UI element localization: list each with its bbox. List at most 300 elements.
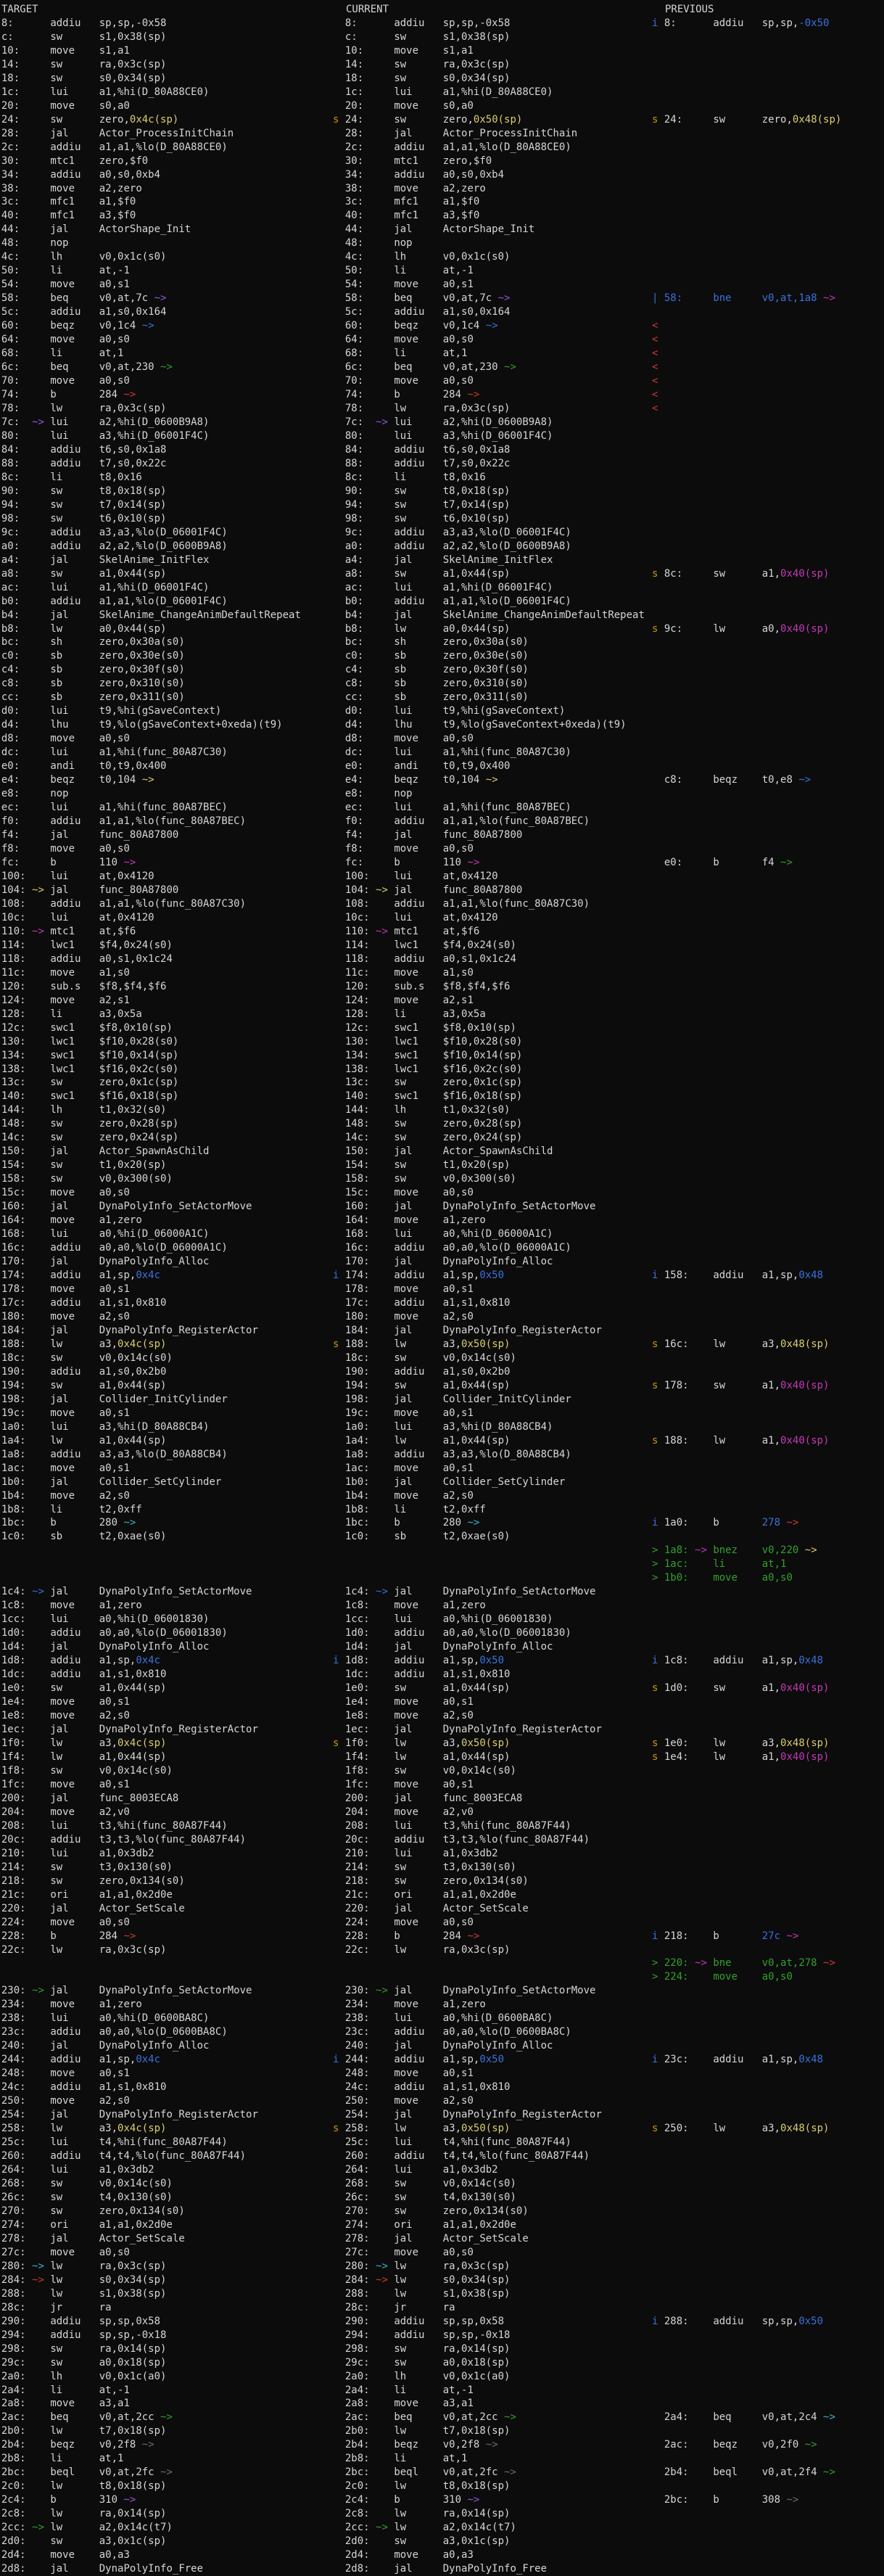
asm-line (652, 2342, 841, 2356)
asm-line: 2c4: b 310 ~> (1, 2494, 136, 2506)
asm-line: | 58: bne v0,at,1a8 ~> (652, 292, 835, 305)
asm-line (652, 884, 841, 897)
asm-line: c0: sb zero,0x30e(s0) (344, 650, 529, 662)
asm-line: 264: lui a1,0x3db2 (344, 2164, 498, 2176)
asm-line: 2d4: move a0,a3 (1, 2549, 130, 2561)
asm-line: 23c: addiu a0,a0,%lo(D_0600BA8C) (344, 2026, 571, 2038)
asm-line: 1e0: sw a1,0x44(sp) (344, 1682, 511, 1695)
asm-line (652, 1214, 841, 1227)
asm-line (652, 1916, 841, 1930)
asm-line (652, 704, 841, 718)
asm-line: s 188: lw a3,0x50(sp) (333, 1338, 511, 1350)
asm-line: 1e0: sw a1,0x44(sp) (1, 1682, 167, 1695)
asm-line (652, 718, 841, 732)
asm-line (652, 1241, 841, 1255)
asm-line (652, 141, 841, 155)
asm-line: 2c4: b 310 ~> (344, 2494, 480, 2506)
asm-line (652, 663, 841, 677)
asm-line (652, 760, 841, 773)
asm-line: i 8: addiu sp,sp,-0x50 (652, 17, 830, 29)
asm-line: 134: swc1 $f10,0x14(sp) (1, 1049, 179, 1061)
asm-line: 2d0: sw a3,0x1c(sp) (344, 2535, 511, 2548)
asm-line: 26c: sw t4,0x130(s0) (1, 2191, 173, 2203)
asm-line: 88: addiu t7,s0,0x22c (1, 457, 167, 469)
asm-line: c0: sb zero,0x30e(s0) (1, 650, 185, 662)
asm-line: 278: jal Actor_SetScale (1, 2232, 185, 2244)
asm-line: ac: lui a1,%hi(D_06001F4C) (1, 581, 210, 593)
asm-line (0, 1544, 301, 1557)
asm-line: 124: move a2,s1 (1, 994, 130, 1006)
asm-line (652, 952, 841, 966)
asm-line: 234: move a1,zero (344, 1999, 486, 2011)
asm-line: 54: move a0,s1 (1, 279, 130, 291)
asm-line (652, 236, 841, 250)
asm-line: 1dc: addiu a1,s1,0x810 (1, 1668, 167, 1681)
asm-line: 74: b 284 ~> (1, 389, 136, 401)
asm-line: 12c: swc1 $f8,0x10(sp) (344, 1021, 516, 1034)
asm-line: 110: ~> mtc1 at,$f6 (344, 925, 480, 937)
asm-line: 28c: jr ra (1, 2301, 112, 2313)
asm-line (652, 2232, 841, 2246)
asm-line: > 1b0: move a0,s0 (652, 1572, 793, 1584)
asm-line: > 220: ~> bne v0,at,278 ~> (652, 1957, 835, 1970)
asm-line (652, 2218, 841, 2232)
asm-line: 140: swc1 $f16,0x18(sp) (1, 1090, 179, 1103)
asm-line: d8: move a0,s0 (344, 733, 474, 745)
asm-line (652, 828, 841, 842)
asm-line (652, 842, 841, 856)
asm-line (652, 2163, 841, 2177)
asm-line: c8: beqz t0,e8 ~> (664, 774, 811, 786)
asm-line: 14c: sw zero,0x24(sp) (344, 1132, 523, 1144)
asm-line: 50: li at,-1 (1, 265, 130, 277)
asm-line: 4c: lh v0,0x1c(s0) (1, 251, 167, 263)
asm-line (652, 2191, 841, 2205)
asm-line (652, 635, 841, 649)
asm-line: f4: jal func_80A87800 (1, 829, 179, 841)
asm-line: 24: sw zero,0x4c(sp) (1, 113, 179, 125)
asm-line: dc: lui a1,%hi(func_80A87C30) (1, 746, 228, 759)
asm-line: 280: ~> lw ra,0x3c(sp) (344, 2260, 511, 2272)
asm-line: c4: sb zero,0x30f(s0) (1, 664, 185, 676)
asm-line (652, 2094, 841, 2108)
asm-line: 3c: mfc1 a1,$f0 (344, 196, 480, 208)
asm-line: 108: addiu a1,a1,%lo(func_80A87C30) (1, 897, 247, 910)
asm-line: 270: sw zero,0x134(s0) (1, 2205, 185, 2217)
asm-line: 220: jal Actor_SetScale (1, 1902, 185, 1914)
asm-line: 1f0: lw a3,0x4c(sp) (1, 1737, 167, 1749)
asm-line: 24c: addiu a1,s1,0x810 (344, 2081, 511, 2094)
asm-line: i 288: addiu sp,sp,0x50 (652, 2315, 824, 2327)
asm-line: 114: lwc1 $f4,0x24(s0) (344, 939, 516, 951)
target-column-header: TARGET (1, 4, 38, 15)
asm-line: 1b0: jal Collider_SetCylinder (344, 1476, 566, 1488)
asm-line: 1f4: lw a1,0x44(sp) (344, 1750, 511, 1763)
asm-line: 34: addiu a0,s0,0xb4 (344, 168, 505, 181)
asm-line: 90: sw t8,0x18(sp) (344, 485, 511, 497)
asm-line: 208: lui t3,%hi(func_80A87F44) (344, 1819, 571, 1832)
asm-line (652, 471, 841, 485)
asm-line (652, 2397, 841, 2411)
asm-line (652, 595, 841, 609)
asm-line (652, 911, 841, 925)
asm-line (652, 223, 841, 236)
asm-line: 29c: sw a0,0x18(sp) (1, 2356, 167, 2369)
asm-line (652, 2012, 841, 2025)
asm-line (652, 1723, 841, 1737)
asm-line: 25c: lui t4,%hi(func_80A87F44) (344, 2136, 571, 2149)
asm-line: s 1f0: lw a3,0x50(sp) (333, 1737, 511, 1749)
asm-line (652, 540, 841, 554)
asm-line (0, 1956, 301, 1970)
asm-line (652, 2067, 841, 2081)
asm-line: 188: lw a3,0x4c(sp) (1, 1338, 167, 1350)
asm-line: c8: sb zero,0x310(s0) (344, 678, 529, 690)
asm-line: s 250: lw a3,0x48(sp) (652, 2123, 830, 2135)
asm-line: 1a8: addiu a3,a3,%lo(D_80A88CB4) (344, 1448, 571, 1460)
asm-line: 230: ~> jal DynaPolyInfo_SetActorMove (344, 1985, 596, 1997)
asm-line: 2a0: lh v0,0x1c(a0) (1, 2370, 167, 2382)
asm-line (333, 1956, 645, 1970)
asm-line: 150: jal Actor_SpawnAsChild (344, 1145, 553, 1158)
asm-line (652, 1035, 841, 1049)
asm-line (652, 2452, 841, 2466)
asm-line (652, 2108, 841, 2122)
asm-line: 164: move a1,zero (1, 1214, 142, 1227)
asm-line: e4: beqz t0,104 ~> (1, 774, 154, 786)
asm-line: 17c: addiu a1,s1,0x810 (344, 1296, 511, 1309)
asm-line (652, 801, 841, 815)
asm-line: 68: li at,1 (344, 347, 468, 360)
asm-line: 200: jal func_8003ECA8 (344, 1792, 523, 1804)
asm-line: 200: jal func_8003ECA8 (1, 1792, 179, 1804)
asm-line: 110: ~> mtc1 at,$f6 (1, 925, 136, 937)
asm-line: 2c: addiu a1,a1,%lo(D_80A88CE0) (1, 141, 228, 153)
asm-line: 84: addiu t6,s0,0x1a8 (1, 443, 167, 456)
asm-line: 1bc: b 280 ~> (344, 1517, 480, 1529)
asm-line: 228: b 284 ~> (344, 1930, 480, 1942)
asm-line: 50: li at,-1 (344, 265, 474, 277)
asm-line: s 16c: lw a3,0x48(sp) (652, 1338, 830, 1350)
asm-line: b0: addiu a1,a1,%lo(D_06001F4C) (344, 595, 571, 607)
asm-line: 48: nop (1, 237, 99, 250)
asm-line: 134: swc1 $f10,0x14(sp) (344, 1049, 523, 1061)
asm-line (652, 1640, 841, 1654)
asm-line (652, 1448, 841, 1462)
asm-line: 3c: mfc1 a1,$f0 (1, 196, 136, 208)
asm-line: s 1e4: lw a1,0x40(sp) (652, 1750, 830, 1763)
asm-line: 198: jal Collider_InitCylinder (1, 1393, 228, 1405)
asm-line (652, 1021, 841, 1035)
asm-line (652, 1063, 841, 1077)
asm-line: cc: sb zero,0x311(s0) (344, 691, 529, 704)
asm-line: 28: jal Actor_ProcessInitChain (344, 127, 578, 139)
asm-line: 178: move a0,s1 (344, 1283, 474, 1296)
asm-line (652, 1365, 841, 1379)
asm-line: 40: mfc1 a3,$f0 (344, 210, 480, 222)
asm-line: ec: lui a1,%hi(func_80A87BEC) (1, 802, 228, 814)
asm-line: 64: move a0,s0 (344, 334, 474, 346)
asm-line: 250: move a2,s0 (344, 2095, 474, 2107)
asm-line (652, 1599, 841, 1613)
asm-line: > 1a8: ~> bnez v0,220 ~> (652, 1544, 817, 1557)
asm-line: 26c: sw t4,0x130(s0) (344, 2191, 516, 2203)
asm-line: s 24: sw zero,0x48(sp) (652, 113, 842, 125)
asm-line: 100: lui at,0x4120 (344, 870, 498, 882)
asm-line (652, 1008, 841, 1021)
asm-line: c: sw s1,0x38(sp) (1, 30, 167, 43)
asm-line: 254: jal DynaPolyInfo_RegisterActor (344, 2109, 602, 2121)
asm-line: 78: lw ra,0x3c(sp) (344, 403, 511, 415)
asm-line: 13c: sw zero,0x1c(sp) (1, 1077, 179, 1089)
asm-line: 248: move a0,s1 (1, 2067, 130, 2080)
asm-line (652, 1626, 841, 1640)
asm-line: 23c: addiu a0,a0,%lo(D_0600BA8C) (1, 2026, 228, 2038)
asm-line: b4: jal SkelAnime_ChangeAnimDefaultRepeat (344, 609, 645, 621)
asm-line: 128: li a3,0x5a (1, 1008, 142, 1020)
asm-line: 98: sw t6,0x10(sp) (1, 512, 167, 524)
asm-line: 220: jal Actor_SetScale (344, 1902, 529, 1914)
asm-line: 7c: ~> lui a2,%hi(D_0600B9A8) (1, 416, 210, 428)
asm-line: 178: move a0,s1 (1, 1283, 130, 1296)
asm-line (652, 429, 841, 443)
asm-line: 1b4: move a2,s0 (344, 1489, 474, 1502)
asm-line (333, 1970, 645, 1984)
asm-line: 14c: sw zero,0x24(sp) (1, 1132, 179, 1144)
asm-line: 1c: lui a1,%hi(D_80A88CE0) (1, 86, 210, 98)
asm-line: 268: sw v0,0x14c(s0) (344, 2177, 516, 2189)
asm-line: 1d0: addiu a0,a0,%lo(D_06001830) (344, 1627, 571, 1639)
asm-line (652, 2260, 841, 2273)
asm-line: 140: swc1 $f16,0x18(sp) (344, 1090, 523, 1103)
asm-line (652, 2301, 841, 2315)
asm-line: bc: sh zero,0x30a(s0) (344, 636, 529, 649)
asm-line (652, 250, 841, 264)
asm-line: a4: jal SkelAnime_InitFlex (1, 554, 210, 566)
asm-line: 2a8: move a3,a1 (344, 2398, 474, 2410)
asm-line (652, 980, 841, 994)
asm-line: 6c: beq v0,at,230 ~> (1, 361, 173, 374)
asm-line: 130: lwc1 $f10,0x28(s0) (1, 1035, 179, 1048)
asm-line (652, 209, 841, 223)
asm-line: 90: sw t8,0x18(sp) (1, 485, 167, 497)
asm-line: 1cc: lui a0,%hi(D_06001830) (1, 1613, 210, 1626)
current-column-header: CURRENT (346, 4, 389, 15)
asm-line: 174: addiu a1,sp,0x4c (1, 1270, 161, 1282)
asm-line: 2c8: lw ra,0x14(sp) (344, 2508, 511, 2520)
asm-line: 298: sw ra,0x14(sp) (344, 2342, 511, 2355)
asm-line (652, 2384, 841, 2398)
asm-line: 190: addiu a1,s0,0x2b0 (1, 1365, 167, 1378)
previous-column (652, 17, 841, 2576)
asm-line: fc: b 110 ~> (1, 856, 136, 868)
asm-line: 1b8: li t2,0xff (1, 1503, 142, 1515)
asm-line (652, 581, 841, 595)
asm-line: 70: move a0,s0 (344, 375, 474, 387)
asm-line: < (652, 403, 664, 415)
asm-line: 238: lui a0,%hi(D_0600BA8C) (344, 2012, 553, 2025)
asm-line (652, 1103, 841, 1117)
asm-line: 160: jal DynaPolyInfo_SetActorMove (344, 1201, 596, 1213)
asm-line: 148: sw zero,0x28(sp) (1, 1118, 179, 1130)
asm-line (652, 939, 841, 952)
asm-line (652, 1819, 841, 1833)
asm-line: 1e4: move a0,s1 (344, 1696, 474, 1708)
asm-line (652, 1283, 841, 1296)
asm-line (652, 649, 841, 663)
asm-line: 54: move a0,s1 (344, 279, 474, 291)
asm-line (652, 416, 841, 429)
asm-line: 1cc: lui a0,%hi(D_06001830) (344, 1613, 553, 1626)
asm-line: 28c: jr ra (344, 2301, 455, 2313)
asm-line (652, 1255, 841, 1269)
asm-line: 1c8: move a1,zero (344, 1600, 486, 1612)
asm-line: a4: jal SkelAnime_InitFlex (344, 554, 553, 566)
asm-line: a0: addiu a2,a2,%lo(D_0600B9A8) (344, 540, 571, 552)
asm-line: 210: lui a1,0x3db2 (1, 1847, 154, 1859)
asm-line (652, 1998, 841, 2012)
asm-line: 1e4: move a0,s1 (1, 1696, 130, 1708)
asm-line (652, 72, 841, 86)
asm-line: 260: addiu t4,t4,%lo(func_80A87F44) (1, 2150, 247, 2163)
asm-line: 9c: addiu a3,a3,%lo(D_06001F4C) (344, 526, 571, 538)
asm-line: < (652, 361, 664, 374)
asm-line (652, 2329, 841, 2342)
asm-line: 8: addiu sp,sp,-0x58 (344, 17, 511, 29)
asm-line: b8: lw a0,0x44(sp) (1, 622, 167, 635)
asm-line: > 1ac: li at,1 (652, 1558, 787, 1571)
asm-line: 2ac: beq v0,at,2cc ~> (1, 2411, 173, 2424)
asm-line: 1f8: sw v0,0x14c(s0) (1, 1764, 173, 1777)
asm-line: e8: nop (344, 788, 443, 800)
asm-line: < (652, 375, 664, 387)
asm-line: 11c: move a1,s0 (1, 966, 130, 979)
asm-line: i 23c: addiu a1,sp,0x48 (652, 2054, 824, 2066)
asm-line: 1b4: move a2,s0 (1, 1489, 130, 1502)
asm-line: 1fc: move a0,s1 (344, 1778, 474, 1790)
asm-line (652, 1489, 841, 1503)
asm-line (652, 305, 841, 319)
asm-line (652, 1668, 841, 1682)
asm-line: b0: addiu a1,a1,%lo(D_06001F4C) (1, 595, 228, 607)
asm-line (652, 1833, 841, 1847)
asm-line: 100: lui at,0x4120 (1, 870, 154, 882)
asm-line: 104: ~> jal func_80A87800 (344, 884, 523, 896)
asm-line: 234: move a1,zero (1, 1999, 142, 2011)
asm-line: 290: addiu sp,sp,0x58 (344, 2315, 505, 2327)
asm-line: 1a8: addiu a3,a3,%lo(D_80A88CB4) (1, 1448, 228, 1460)
asm-line: 16c: addiu a0,a0,%lo(D_06000A1C) (1, 1242, 228, 1254)
asm-line (652, 732, 841, 746)
asm-line: 184: jal DynaPolyInfo_RegisterActor (1, 1324, 258, 1336)
asm-line: f0: addiu a1,a1,%lo(func_80A87BEC) (1, 815, 247, 828)
asm-line: 264: lui a1,0x3db2 (1, 2164, 154, 2176)
asm-line: 7c: ~> lui a2,%hi(D_0600B9A8) (344, 416, 553, 428)
asm-line: 224: move a0,s0 (1, 1916, 130, 1928)
asm-line: 1d8: addiu a1,sp,0x4c (1, 1655, 161, 1667)
asm-line (652, 485, 841, 498)
asm-line: 254: jal DynaPolyInfo_RegisterActor (1, 2109, 258, 2121)
asm-line: 138: lwc1 $f16,0x2c(s0) (1, 1063, 179, 1075)
asm-line: c: sw s1,0x38(sp) (344, 30, 511, 43)
asm-line: 8: addiu sp,sp,-0x58 (1, 17, 167, 29)
asm-line (652, 457, 841, 471)
asm-line (652, 2205, 841, 2218)
asm-line (652, 1984, 841, 1998)
asm-line (652, 99, 841, 113)
asm-line: 34: addiu a0,s0,0xb4 (1, 168, 161, 181)
asm-line: 2cc: ~> lw a2,0x14c(t7) (344, 2522, 516, 2534)
asm-line: 204: move a2,v0 (1, 1806, 130, 1818)
asm-line: 194: sw a1,0x44(sp) (344, 1379, 511, 1391)
asm-line: 250: move a2,s0 (1, 2095, 130, 2107)
asm-line: 168: lui a0,%hi(D_06000A1C) (344, 1228, 553, 1240)
asm-line: 8c: li t8,0x16 (1, 471, 142, 483)
asm-line: 80: lui a3,%hi(D_06001F4C) (1, 429, 210, 442)
asm-line: 64: move a0,s0 (1, 334, 130, 346)
asm-line: 240: jal DynaPolyInfo_Alloc (1, 2040, 210, 2052)
asm-line: 2bc: beql v0,at,2fc ~> (344, 2466, 516, 2479)
asm-line: 124: move a2,s1 (344, 994, 474, 1006)
asm-line: 84: addiu t6,s0,0x1a8 (344, 443, 511, 456)
asm-line: 238: lui a0,%hi(D_0600BA8C) (1, 2012, 210, 2025)
asm-line: 1ec: jal DynaPolyInfo_RegisterActor (344, 1724, 602, 1736)
asm-line (652, 1902, 841, 1916)
asm-line: 218: sw zero,0x134(s0) (344, 1875, 529, 1887)
asm-line (652, 2480, 841, 2493)
asm-line: 1f4: lw a1,0x44(sp) (1, 1750, 167, 1763)
asm-line: 18: sw s0,0x34(sp) (1, 72, 167, 84)
asm-line: cc: sb zero,0x311(s0) (1, 691, 185, 704)
asm-line: ec: lui a1,%hi(func_80A87BEC) (344, 802, 571, 814)
asm-line: 298: sw ra,0x14(sp) (1, 2342, 167, 2355)
asm-line: 1a4: lw a1,0x44(sp) (344, 1434, 511, 1447)
asm-line: 2b0: lw t7,0x18(sp) (344, 2425, 511, 2437)
asm-line: 154: sw t1,0x20(sp) (344, 1159, 511, 1172)
asm-line: 10c: lui at,0x4120 (1, 911, 154, 923)
asm-line (652, 2562, 841, 2576)
asm-line: 2cc: ~> lw a2,0x14c(t7) (1, 2522, 173, 2534)
asm-line: 268: sw v0,0x14c(s0) (1, 2177, 173, 2189)
asm-line (652, 2424, 841, 2438)
asm-line: e0: andi t0,t9,0x400 (344, 760, 511, 773)
asm-line: 270: sw zero,0x134(s0) (344, 2205, 529, 2217)
asm-line (652, 1145, 841, 1159)
asm-line: d4: lhu t9,%lo(gSaveContext+0xeda)(t9) (1, 719, 283, 731)
asm-line (652, 925, 841, 939)
asm-line: 2ac: beq v0,at,2cc ~> (344, 2411, 516, 2424)
asm-line: 294: addiu sp,sp,-0x18 (1, 2329, 167, 2341)
asm-line: 138: lwc1 $f16,0x2c(s0) (344, 1063, 523, 1075)
asm-line: < (652, 347, 664, 360)
asm-line (652, 1076, 841, 1090)
asm-line: 2d8: jal DynaPolyInfo_Free (1, 2563, 204, 2575)
asm-line: 224: move a0,s0 (344, 1916, 474, 1928)
asm-line: 2b4: beqz v0,2f8 ~> (344, 2439, 498, 2451)
asm-line: 1c0: sb t2,0xae(s0) (344, 1531, 511, 1543)
asm-line: 15c: move a0,s0 (344, 1187, 474, 1199)
asm-line: 114: lwc1 $f4,0x24(s0) (1, 939, 173, 951)
asm-line (652, 1172, 841, 1186)
asm-line (652, 1393, 841, 1407)
asm-line: 290: addiu sp,sp,0x58 (1, 2315, 161, 2327)
asm-line: 2a0: lh v0,0x1c(a0) (344, 2370, 511, 2382)
asm-line: 284: ~> lw s0,0x34(sp) (1, 2273, 167, 2286)
asm-line: 184: jal DynaPolyInfo_RegisterActor (344, 1324, 602, 1336)
asm-line: 18: sw s0,0x34(sp) (344, 72, 511, 84)
asm-line: 1a0: lui a3,%hi(D_80A88CB4) (1, 1420, 210, 1433)
asm-line: i 1c8: addiu a1,sp,0x48 (652, 1655, 824, 1667)
